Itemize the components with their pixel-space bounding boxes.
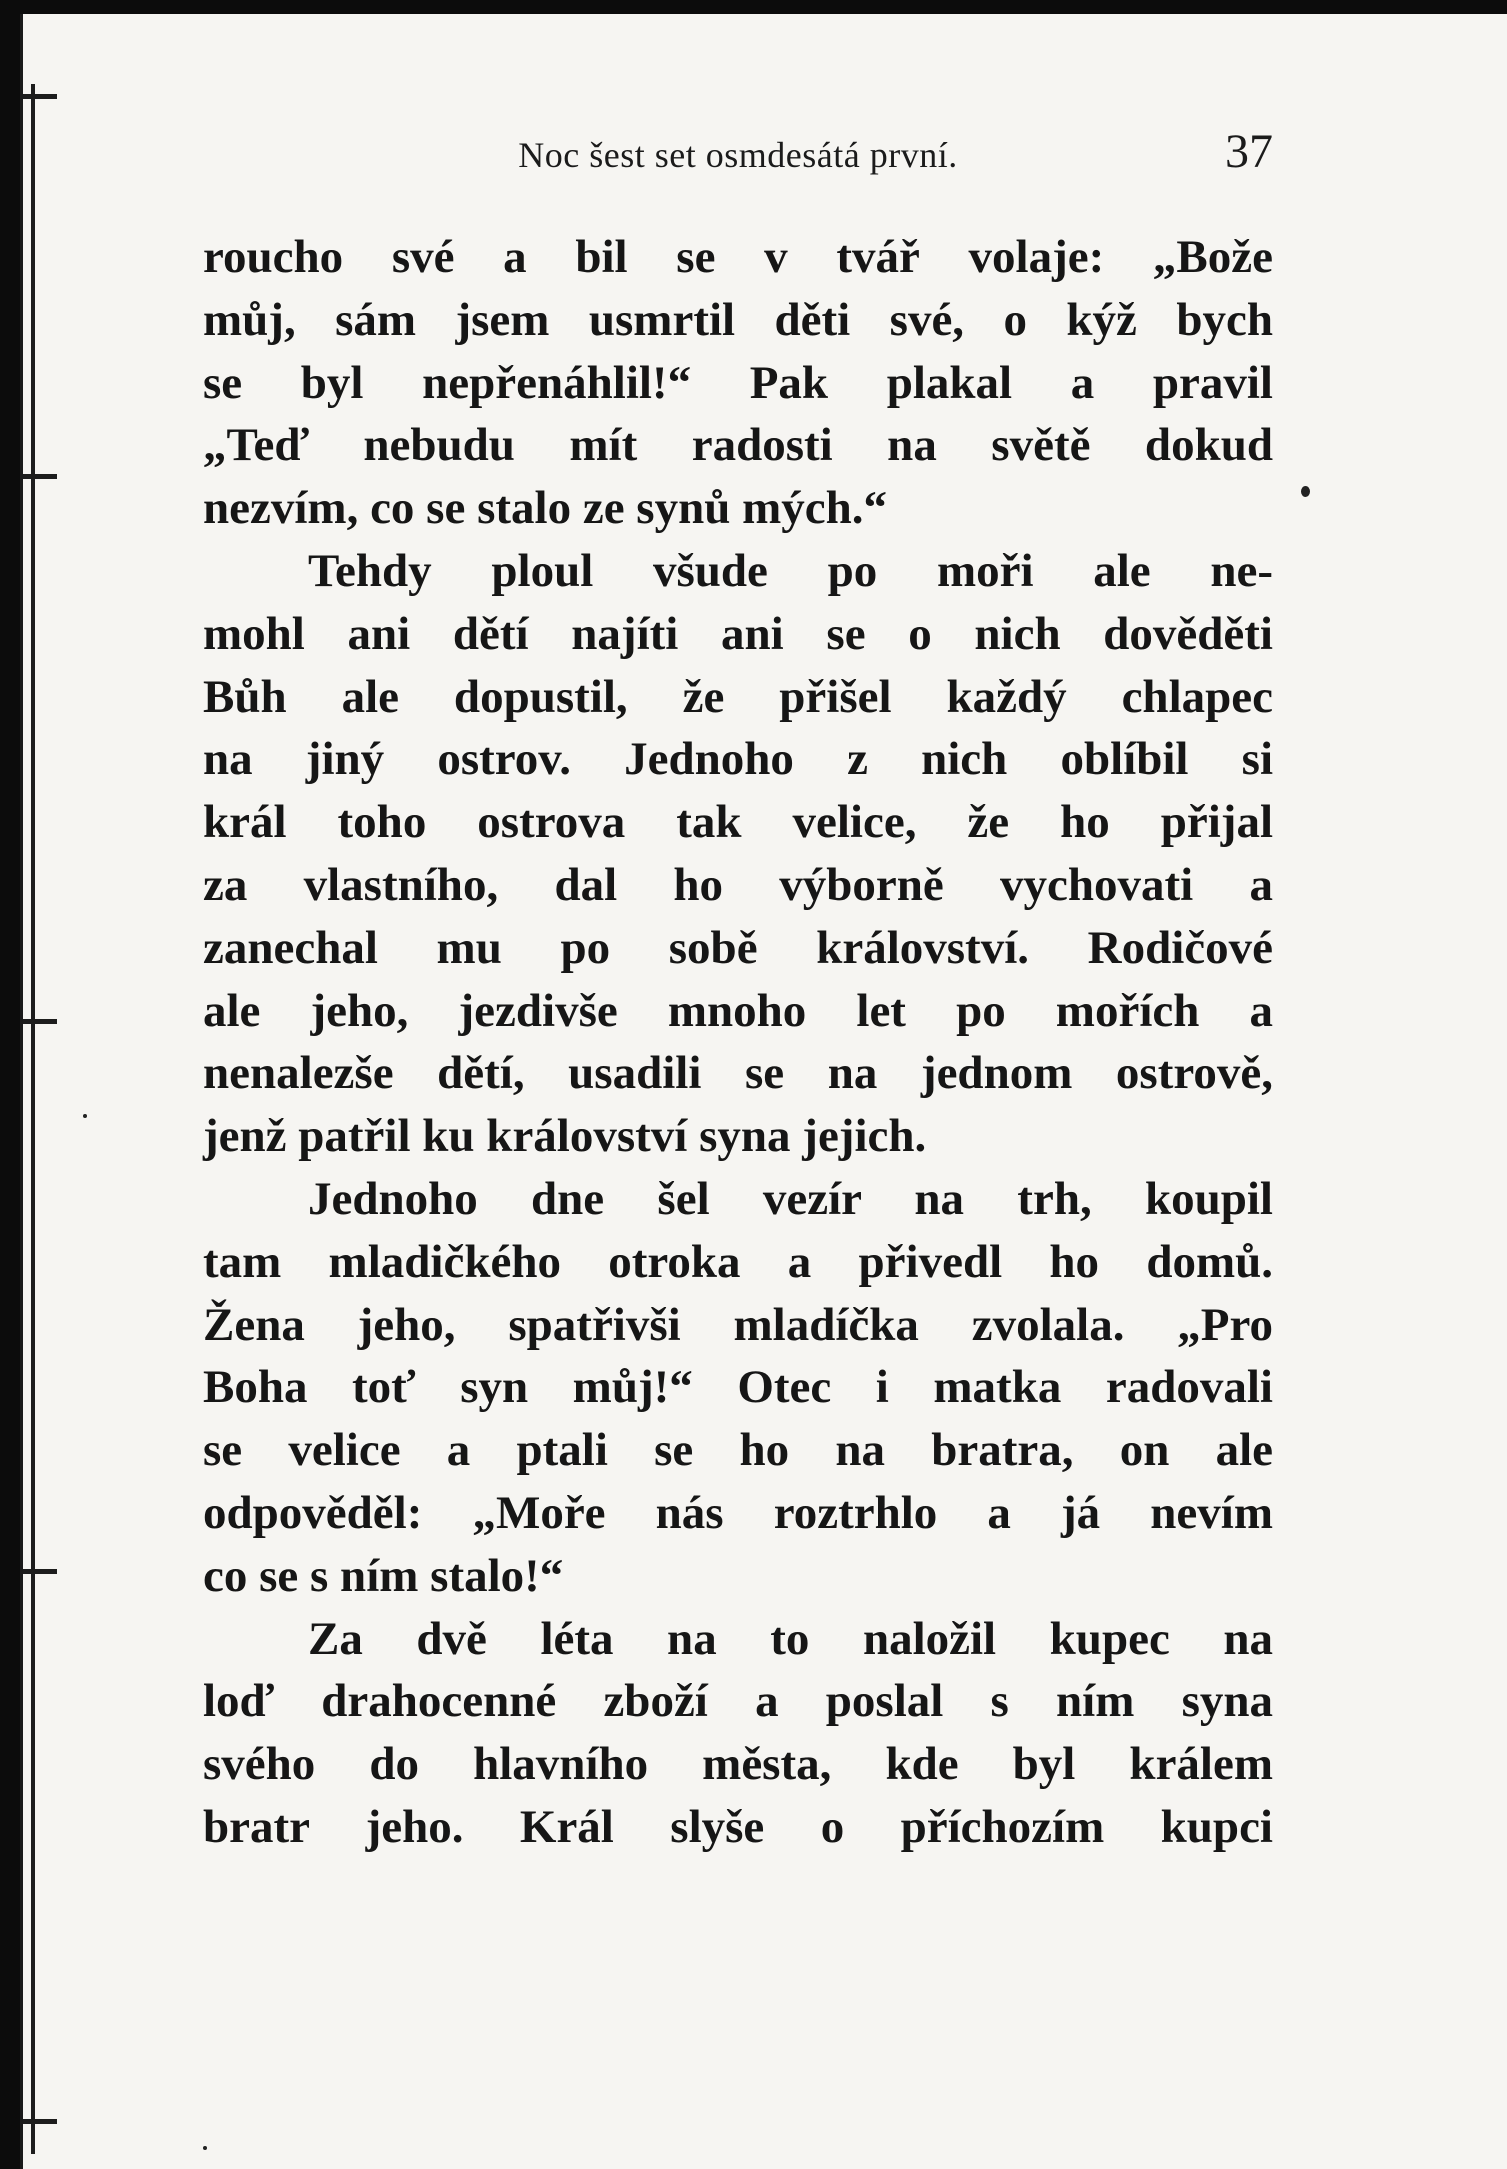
paragraph-first-line: Za dvě léta na to naložil kupec na — [308, 1612, 1273, 1665]
binding-mark — [23, 2119, 57, 2124]
text-line: na jiný ostrov. Jednoho z nich oblíbil si — [203, 733, 1273, 786]
text-line: zanechal mu po sobě království. Rodičové — [203, 921, 1273, 974]
binding-mark — [23, 1019, 57, 1024]
book-page — [20, 14, 1507, 2169]
binding-edge — [23, 84, 63, 2154]
text-line: mohl ani dětí najíti ani se o nich dověděti — [203, 607, 1273, 660]
page-header — [203, 124, 1273, 184]
text-line: Boha toť syn můj!“ Otec i matka radovali — [203, 1361, 1273, 1414]
text-line: nenalezše dětí, usadili se na jednom ostrově, — [203, 1047, 1273, 1100]
text-line: Žena jeho, spatřivši mladíčka zvolala. „Pro — [203, 1298, 1273, 1351]
paragraph-first-line: Tehdy ploul všude po moři ale ne- — [308, 544, 1273, 597]
text-line: odpověděl: „Moře nás roztrhlo a já nevím — [203, 1486, 1273, 1539]
text-line: loď drahocenné zboží a poslal s ním syna — [203, 1675, 1273, 1728]
page-number: 37 — [1225, 125, 1273, 178]
text-line: co se s ním stalo!“ — [203, 1549, 564, 1602]
text-line: ale jeho, jezdivše mnoho let po mořích a — [203, 984, 1273, 1037]
binding-mark — [23, 474, 57, 479]
text-line: roucho své a bil se v tvář volaje: „Bože — [203, 231, 1273, 283]
ink-speck — [83, 1114, 87, 1118]
text-line: král toho ostrova tak velice, že ho přijal — [203, 796, 1273, 849]
body-text — [203, 226, 1273, 1859]
paragraph-first-line: Jednoho dne šel vezír na trh, koupil — [308, 1172, 1273, 1225]
ink-speck — [1301, 486, 1310, 497]
ink-speck — [203, 2146, 207, 2150]
text-line: se byl nepřenáhlil!“ Pak plakal a pravil — [203, 356, 1273, 409]
binding-rail — [31, 84, 35, 2154]
binding-mark — [23, 94, 57, 99]
text-line: můj, sám jsem usmrtil děti své, o kýž bych — [203, 293, 1273, 346]
binding-mark — [23, 1569, 57, 1574]
text-line: svého do hlavního města, kde byl králem — [203, 1738, 1273, 1791]
text-line: Bůh ale dopustil, že přišel každý chlapec — [203, 670, 1273, 723]
text-line: se velice a ptali se ho na bratra, on ale — [203, 1424, 1273, 1477]
text-line: tam mladičkého otroka a přivedl ho domů. — [203, 1235, 1273, 1288]
text-line: „Teď nebudu mít radosti na světě dokud — [203, 419, 1273, 472]
text-line: za vlastního, dal ho výborně vychovati a — [203, 858, 1273, 911]
running-title: Noc šest set osmdesátá první. — [518, 135, 958, 175]
text-line: bratr jeho. Král slyše o příchozím kupci — [203, 1800, 1273, 1853]
text-line: jenž patřil ku království syna jejich. — [203, 1110, 927, 1163]
text-line: nezvím, co se stalo ze synů mých.“ — [203, 482, 888, 535]
